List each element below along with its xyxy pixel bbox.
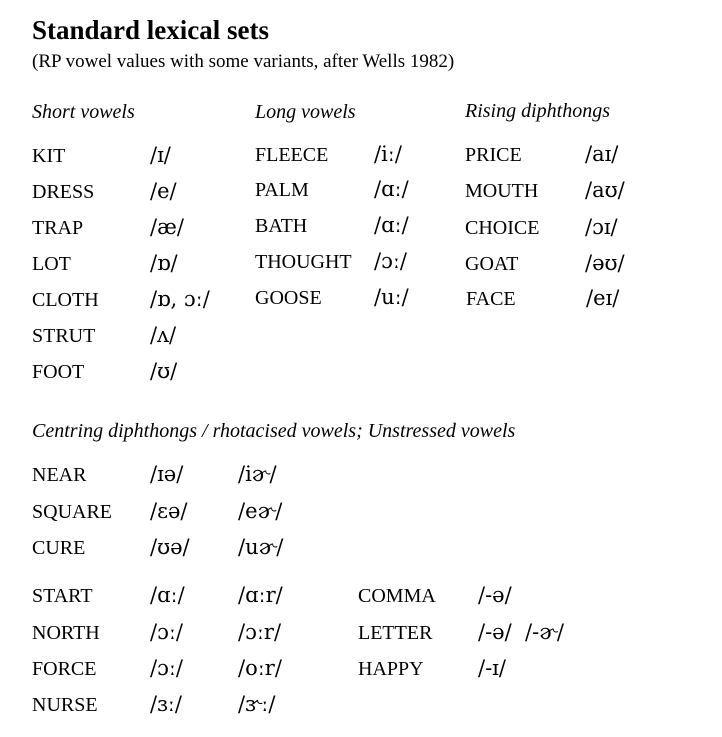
page-subtitle: (RP vowel values with some variants, after Wells 1982) — [32, 51, 455, 72]
ipa-value: /iː/ — [374, 142, 402, 166]
lexical-set-word: MOUTH — [465, 180, 539, 202]
ipa-value: /ɔɪ/ — [585, 215, 618, 239]
rhotic-ipa-value: /uɚ/ — [238, 535, 284, 559]
ipa-value: /-ə/ — [478, 583, 512, 607]
rhotic-ipa-value: /ɝː/ — [238, 692, 276, 716]
ipa-value: /ʊ/ — [150, 359, 178, 383]
ipa-value: /e/ — [150, 179, 177, 203]
ipa-value: /ɔː/ — [374, 249, 407, 273]
lexical-set-word: SQUARE — [32, 501, 113, 523]
ipa-value: /-ə/ /-ɚ/ — [478, 620, 564, 644]
ipa-value: /ʊə/ — [150, 535, 190, 559]
ipa-value: /eɪ/ — [586, 286, 620, 310]
lexical-set-word: COMMA — [358, 585, 436, 607]
lexical-set-word: BATH — [255, 215, 308, 237]
lexical-set-word: GOOSE — [255, 287, 322, 309]
ipa-value: /-ɪ/ — [478, 656, 506, 680]
lexical-set-word: PRICE — [465, 144, 522, 166]
lexical-set-word: PALM — [255, 179, 309, 201]
lexical-set-word: CURE — [32, 537, 86, 559]
ipa-value: /uː/ — [374, 285, 409, 309]
lexical-set-word: LOT — [32, 253, 71, 275]
lexical-set-word: CLOTH — [32, 289, 99, 311]
ipa-value: /ɑː/ — [374, 213, 409, 237]
ipa-value: /ɔː/ — [150, 620, 183, 644]
lexical-set-word: FACE — [466, 288, 516, 310]
page-title: Standard lexical sets — [32, 15, 270, 45]
lexical-set-word: HAPPY — [358, 658, 424, 680]
lexical-set-word: FORCE — [32, 658, 97, 680]
lexical-set-word: TRAP — [32, 217, 84, 239]
ipa-value: /ɒ, ɔː/ — [150, 287, 210, 311]
lexical-set-word: CHOICE — [465, 217, 540, 239]
ipa-value: /ɔː/ — [150, 656, 183, 680]
ipa-value: /ɪə/ — [150, 462, 184, 486]
lexical-set-word: FOOT — [32, 361, 85, 383]
heading-short-vowels: Short vowels — [32, 101, 135, 123]
ipa-value: /ɒ/ — [150, 251, 178, 275]
heading-long-vowels: Long vowels — [255, 101, 356, 123]
lexical-set-word: FLEECE — [255, 144, 329, 166]
lexical-set-word: GOAT — [465, 253, 519, 275]
ipa-value: /ʌ/ — [150, 323, 177, 347]
ipa-value: /ɪ/ — [150, 143, 171, 167]
lexical-set-word: NURSE — [32, 694, 98, 716]
lexical-set-word: THOUGHT — [255, 251, 352, 273]
lexical-set-word: LETTER — [358, 622, 433, 644]
ipa-value: /æ/ — [150, 215, 184, 239]
heading-rising-diphthongs: Rising diphthongs — [465, 100, 611, 122]
heading-centring-diphthongs: Centring diphthongs / rhotacised vowels; Unstressed vowels — [32, 420, 516, 442]
lexical-set-word: KIT — [32, 145, 66, 167]
lexical-set-word: NORTH — [32, 622, 100, 644]
lexical-set-word: START — [32, 585, 93, 607]
rhotic-ipa-value: /iɚ/ — [238, 462, 277, 486]
rhotic-ipa-value: /eɚ/ — [238, 499, 283, 523]
ipa-value: /əʊ/ — [585, 251, 625, 275]
lexical-set-word: NEAR — [32, 464, 87, 486]
lexical-set-word: STRUT — [32, 325, 96, 347]
ipa-value: /ɑː/ — [374, 177, 409, 201]
ipa-value: /ɜː/ — [150, 692, 182, 716]
ipa-value: /ɛə/ — [150, 499, 188, 523]
ipa-value: /ɑː/ — [150, 583, 185, 607]
rhotic-ipa-value: /ɔːr/ — [238, 620, 282, 644]
rhotic-ipa-value: /oːr/ — [238, 656, 282, 680]
rhotic-ipa-value: /ɑːr/ — [238, 583, 283, 607]
ipa-value: /aɪ/ — [585, 142, 619, 166]
ipa-value: /aʊ/ — [585, 178, 625, 202]
lexical-set-word: DRESS — [32, 181, 95, 203]
